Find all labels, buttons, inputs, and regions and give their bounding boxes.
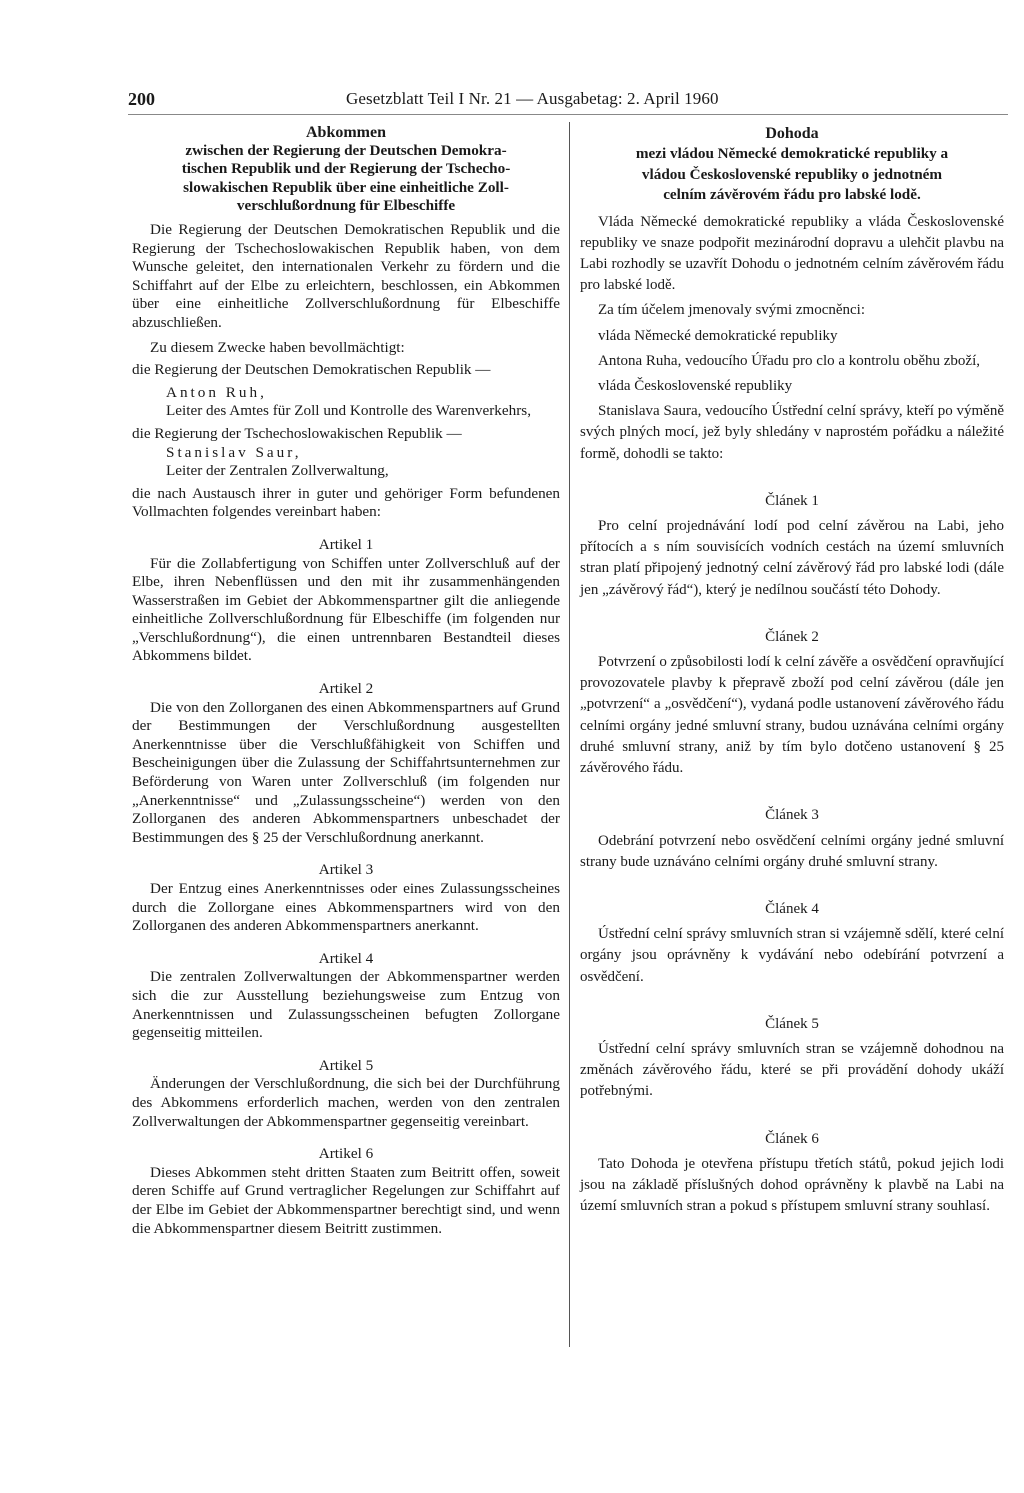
german-article-text: Die zentralen Zollverwaltungen der Abkommenspartner werden sich die zur Ausstellung beziehungsweise zum Entzug von Anerkenntnissen und Zulassungsscheinen befugten Zollorgane gegenseitig mitteilen. — [132, 968, 560, 1042]
czech-article-text: Tato Dohoda je otevřena přístupu třetích států, pokud jejich lodi jsou na základě příslušných dohod oprávněny k plavbě na Labi na území smluvních stran a pokud s přístupem smluvní strany souhlasí. — [580, 1155, 1004, 1215]
german-article-heading: Artikel 2 — [318, 680, 374, 698]
german-title-line: tischen Republik und der Regierung der Tschecho- — [181, 160, 511, 178]
czech-rep-2: Stanislava Saura, vedoucího Ústřední celní správy, kteří po výměně svých plných mocí, jež byly shledány v naprostém pořádku a náležité formě, dohodli se takto: — [580, 403, 1004, 462]
german-rep-2-role: Leiter der Zentralen Zollverwaltung, — [166, 462, 389, 480]
czech-rep-1: Antona Ruha, vedoucího Úřadu pro clo a kontrolu oběhu zboží, — [598, 352, 980, 369]
german-closing: die nach Austausch ihrer in guter und gehöriger Form befundenen Vollmachten folgendes vereinbart haben: — [132, 484, 560, 521]
czech-title-line: vládou Československé republiky o jednotném — [641, 165, 943, 183]
german-article-text: Die von den Zollorganen des einen Abkommenspartners auf Grund der Bestimmungen der Verschlußordnung ausgestellten Anerkenntnisse über die Verschlußfähigkeit von Schiffen und Bescheinigungen über die Zulassung der Schiffahrtsunternehmen zur Beförderung von Waren unter Zollverschluß (im folgenden nur „Anerkenntnisse“ und „Zulassungsscheine“) werden von den Zollorganen des anderen Abkommenspartners unbeschadet der Bestimmungen des § 25 der Verschlußordnung anerkannt. — [132, 698, 560, 846]
german-party-2: die Regierung der Tschechoslowakischen Republik — — [132, 424, 462, 442]
header-title: Gesetzblatt Teil I Nr. 21 — Ausgabetag: 2. April 1960 — [346, 89, 719, 108]
german-rep-1-role: Leiter des Amtes für Zoll und Kontrolle des Warenverkehrs, — [166, 402, 532, 420]
czech-party-1: vláda Německé demokratické republiky — [598, 327, 838, 344]
czech-article-heading: Článek 6 — [765, 1130, 819, 1147]
czech-article-text: Pro celní projednávání lodí pod celní závěrou na Labi, jeho přítocích a s ním souvisících vodních cestách na území smluvních stran platí připojený jednotný celní závěrový řád pro labské lodi (dále jen „závěrový řád“), který je nedílnou součástí této Dohody. — [580, 518, 1004, 598]
german-article-heading: Artikel 1 — [318, 535, 374, 553]
czech-column — [580, 124, 1004, 1217]
czech-article-text: Ústřední celní správy smluvních stran si vzájemně sdělí, které celní orgány jsou oprávněny k vydávání nebo odebírání potvrzení a osvědčení. — [580, 926, 1004, 985]
page-number: 200 — [128, 89, 155, 109]
czech-title-line: Dohoda — [765, 125, 819, 142]
german-rep-1-name-text: Anton Ruh, — [166, 383, 267, 401]
header-rule — [128, 114, 1008, 115]
czech-title-line: mezi vládou Německé demokratické republiky a — [635, 145, 949, 163]
german-title-line: zwischen der Regierung der Deutschen Demokra- — [185, 142, 507, 160]
czech-article-heading: Článek 4 — [765, 900, 819, 917]
czech-preamble: Vláda Německé demokratické republiky a vláda Československé republiky ve snaze podpořit mezinárodní dopravu a ulehčit plavbu na Labi rozhodly se uzavřít Dohodu o jednotném celním závěrovém řádu pro labské lodě. — [580, 213, 1004, 294]
german-article-heading: Artikel 6 — [318, 1145, 374, 1163]
german-column — [132, 124, 560, 1238]
czech-article-heading: Článek 1 — [765, 492, 819, 509]
german-plenipotentiaries-intro: Zu diesem Zwecke haben bevollmächtigt: — [150, 338, 405, 356]
german-title-line: verschlußordnung für Elbeschiffe — [236, 196, 456, 214]
german-title-line: Abkommen — [305, 124, 386, 141]
czech-article-heading: Článek 5 — [765, 1015, 819, 1032]
german-article-text: Änderungen der Verschlußordnung, die sich bei der Durchführung des Abkommens erforderlich machen, werden von den zentralen Zollverwaltungen der Abkommenspartner gegenseitig vereinbart. — [132, 1075, 560, 1130]
german-article-text: Für die Zollabfertigung von Schiffen unter Zollverschluß auf der Elbe, ihren Nebenflüssen und den mit ihr zusammenhängenden Wasserstraßen im Gebiet der Abkommenspartner gilt die anliegende einheitliche Zollverschlußordnung für Elbeschiffe (im folgenden nur „Verschlußordnung“), die einen untrennbaren Bestandteil dieses Abkommens bildet. — [132, 554, 560, 665]
czech-article-text: Odebrání potvrzení nebo osvědčení celními orgány jedné smluvní strany bude uznáváno celními orgány druhé smluvní strany. — [580, 832, 1004, 870]
czech-article-heading: Článek 2 — [765, 628, 819, 645]
german-preamble: Die Regierung der Deutschen Demokratischen Republik und die Regierung der Tschechoslowakischen Republik haben, von dem Wunsche geleitet, den internationalen Verkehr zu fördern und die Schiffahrt auf der Elbe zu erleichtern, beschlossen, ein Abkommen über eine einheitliche Zollverschlußordnung für Elbeschiffe abzuschließen. — [132, 221, 560, 331]
czech-article-heading: Článek 3 — [765, 807, 819, 824]
german-rep-2-name — [132, 444, 560, 463]
czech-article-text: Ústřední celní správy smluvních stran se vzájemně dohodnou na změnách závěrového řádu, které se při provádění dohody ukáží potřebnými. — [580, 1040, 1004, 1100]
czech-title-line: celním závěrovém řádu pro labské lodě. — [663, 186, 921, 204]
german-party-1: die Regierung der Deutschen Demokratischen Republik — — [132, 361, 491, 379]
czech-article-text: Potvrzení o způsobilosti lodí k celní závěře a osvědčení opravňující provozovatele plavby k přepravě zboží pod celní závěrou (dále jen „potvrzení“ a „osvědčení“), vydaná podle ustanovení závěrového řádu celními orgány jedné smluvní strany, budou uznávána celními orgány druhé smluvní strany, aniž by tím bylo dotčeno ustanovení § 25 závěrového řádu. — [580, 654, 1004, 777]
column-divider — [569, 122, 570, 1347]
german-article-heading: Artikel 4 — [318, 949, 374, 967]
german-article-heading: Artikel 3 — [318, 861, 374, 879]
german-rep-2-name-text: Stanislav Saur, — [166, 443, 302, 461]
german-article-text: Dieses Abkommen steht dritten Staaten zum Beitritt offen, soweit deren Schiffe auf Grund vertraglicher Regelungen zur Schiffahrt auf der Elbe im Gebiet der Abkommenspartner berechtigt sind, und wenn die Abkommenspartner diesem Beitritt zustimmen. — [132, 1163, 560, 1237]
german-rep-1-name — [132, 384, 560, 403]
german-title-line: slowakischen Republik über eine einheitliche Zoll- — [183, 178, 509, 196]
german-article-text: Der Entzug eines Anerkenntnisses oder eines Zulassungsscheines durch die Zollorgane eines Abkommenspartners wird von den Zollorganen des anderen Abkommenspartners anerkannt. — [132, 880, 560, 935]
german-article-heading: Artikel 5 — [318, 1056, 374, 1074]
czech-plenipotentiaries-intro: Za tím účelem jmenovaly svými zmocněnci: — [598, 302, 866, 319]
czech-party-2: vláda Československé republiky — [598, 378, 793, 395]
